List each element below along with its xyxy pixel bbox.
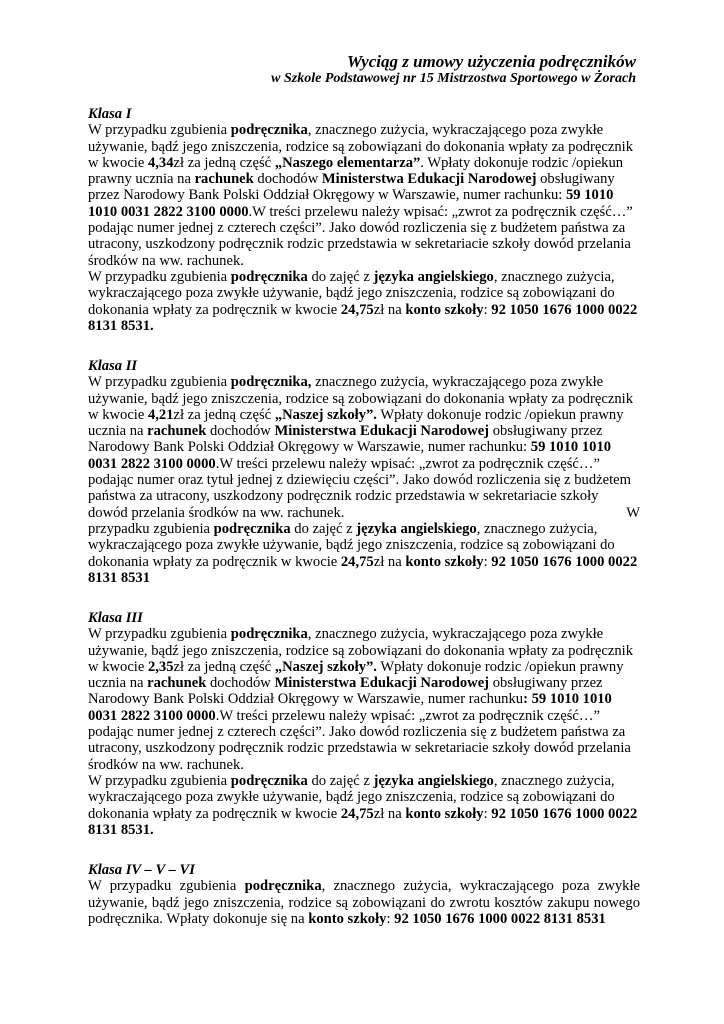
- text-line: utracony, uszkodzony podręcznik rodzic przedstawia w sekretariacie szkoły dowód przelania: [88, 740, 631, 757]
- text-line: podając numer jednej z czterech części”. Jako dowód rozliczenia się z budżetem państwa za: [88, 220, 626, 237]
- text-line: przez Narodowy Bank Polski Oddział Okręgowy w Warszawie, numer rachunku: 59 1010: [88, 187, 614, 204]
- text-line: W przypadku zgubienia podręcznika do zajęć z języka angielskiego, znacznego zużycia,: [88, 772, 615, 789]
- text-line: podręcznika. Wpłaty dokonuje się na konto szkoły: 92 1050 1676 1000 0022 8131 8531: [88, 910, 606, 927]
- text-line: wykraczającego poza zwykłe używanie, bądź jego zniszczenia, rodzice są zobowiązani do: [88, 789, 615, 806]
- section-heading: Klasa III: [88, 610, 143, 626]
- text-line: 0031 2822 3100 0000.W treści przelewu należy wpisać: „zwrot za podręcznik część…”: [88, 455, 600, 472]
- text-line: podając numer jednej z czterech części”. Jako dowód rozliczenia się z budżetem państwa za: [88, 724, 626, 741]
- text-line: dokonania wpłaty za podręcznik w kwocie 24,75zł na konto szkoły: 92 1050 1676 1000 0022: [88, 805, 638, 822]
- text-line: przypadku zgubienia podręcznika do zajęć z języka angielskiego, znacznego zużycia,: [88, 520, 598, 537]
- text-line: 8131 8531: [88, 569, 151, 586]
- section-heading: Klasa IV – V – VI: [88, 862, 195, 878]
- text-line: wykraczającego poza zwykłe używanie, bądź jego zniszczenia, rodzice są zobowiązani do: [88, 537, 615, 554]
- text-line: prawny ucznia na rachunek dochodów Ministerstwa Edukacji Narodowej obsługiwany: [88, 171, 615, 188]
- section-heading: Klasa II: [88, 358, 138, 374]
- text-line: w kwocie 4,34zł za jedną część „Naszego elementarza”. Wpłaty dokonuje rodzic /opiekun: [88, 154, 624, 171]
- text-line: dowód przelania środków na ww. rachunek. W: [88, 504, 640, 521]
- text-line: w kwocie 4,21zł za jedną część „Naszej szkoły”. Wpłaty dokonuje rodzic /opiekun prawny: [88, 406, 624, 423]
- section-klasa-3: [88, 610, 640, 838]
- section-klasa-2: [88, 358, 640, 586]
- text-line: w kwocie 2,35zł za jedną część „Naszej szkoły”. Wpłaty dokonuje rodzic /opiekun prawny: [88, 658, 624, 675]
- text-line: 8131 8531.: [88, 821, 154, 838]
- text-line: W przypadku zgubienia podręcznika, znacznego zużycia, wykraczającego poza zwykłe: [88, 878, 640, 895]
- text-line: środków na ww. rachunek.: [88, 756, 244, 773]
- section-heading: Klasa I: [88, 106, 132, 122]
- document-title: Wyciąg z umowy użyczenia podręczników: [346, 52, 636, 71]
- text-line: ucznia na rachunek dochodów Ministerstwa Edukacji Narodowej obsługiwany przez: [88, 675, 603, 692]
- text-line: dokonania wpłaty za podręcznik w kwocie 24,75zł na konto szkoły: 92 1050 1676 1000 0022: [88, 301, 638, 318]
- text-line: 8131 8531.: [88, 317, 154, 334]
- section-klasa-1: [88, 106, 640, 334]
- text-line: 1010 0031 2822 3100 0000.W treści przelewu należy wpisać: „zwrot za podręcznik część…”: [88, 203, 633, 220]
- text-line: Narodowy Bank Polski Oddział Okręgowy w Warszawie, numer rachunku: 59 1010 1010: [88, 691, 612, 708]
- text-line: 0031 2822 3100 0000.W treści przelewu należy wpisać: „zwrot za podręcznik część…”: [88, 707, 600, 724]
- document-subtitle: w Szkole Podstawowej nr 15 Mistrzostwa Sportowego w Żorach: [271, 71, 636, 86]
- text-line: używanie, bądź jego zniszczenia, rodzice są zobowiązani do dokonania wpłaty za podręcznik: [88, 390, 633, 407]
- section-klasa-4-6: [88, 862, 640, 927]
- text-line: używanie, bądź jego zniszczenia, rodzice są zobowiązani do dokonania wpłaty za podręcznik: [88, 138, 633, 155]
- text-line: używanie, bądź jego zniszczenia, rodzice są zobowiązani do zwrotu kosztów zakupu nowego: [88, 894, 640, 911]
- text-line: Narodowy Bank Polski Oddział Okręgowy w Warszawie, numer rachunku: 59 1010 1010: [88, 439, 612, 456]
- text-line: W przypadku zgubienia podręcznika, znacznego zużycia, wykraczającego poza zwykłe: [88, 626, 604, 643]
- text-line: wykraczającego poza zwykłe używanie, bądź jego zniszczenia, rodzice są zobowiązani do: [88, 285, 615, 302]
- text-line: państwa za utracony, uszkodzony podręcznik rodzic przedstawia w sekretariacie szkoły: [88, 488, 599, 505]
- text-line: ucznia na rachunek dochodów Ministerstwa Edukacji Narodowej obsługiwany przez: [88, 423, 603, 440]
- text-line: utracony, uszkodzony podręcznik rodzic przedstawia w sekretariacie szkoły dowód przelania: [88, 236, 631, 253]
- text-line: W przypadku zgubienia podręcznika do zajęć z języka angielskiego, znacznego zużycia,: [88, 268, 615, 285]
- text-line: dokonania wpłaty za podręcznik w kwocie 24,75zł na konto szkoły: 92 1050 1676 1000 0022: [88, 553, 638, 570]
- text-line: W przypadku zgubienia podręcznika, znacznego zużycia, wykraczającego poza zwykłe: [88, 122, 604, 139]
- text-line: W przypadku zgubienia podręcznika, znacznego zużycia, wykraczającego poza zwykłe: [88, 374, 604, 391]
- text-line: używanie, bądź jego zniszczenia, rodzice są zobowiązani do dokonania wpłaty za podręcznik: [88, 642, 633, 659]
- text-line: podając numer oraz tytuł jednej z dziewięciu części”. Jako dowód rozliczenia się z budżetem: [88, 472, 631, 489]
- text-line: środków na ww. rachunek.: [88, 252, 244, 269]
